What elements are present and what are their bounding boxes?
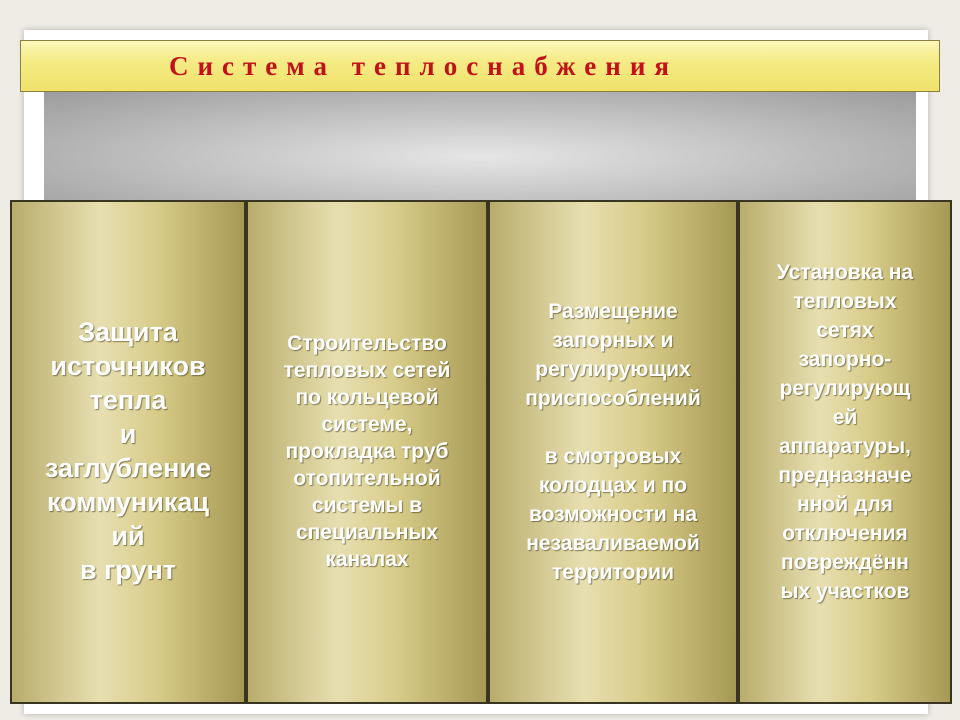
card-text: Строительство тепловых сетей по кольцевой системе, прокладка труб отопительной системы в специальных каналах [283, 331, 451, 571]
card-ring-network [246, 200, 488, 704]
slide-title: Система теплоснабжения [169, 50, 678, 81]
card-text: Размещение запорных и регулирующих приспособлений в смотровых колодцах и по возможности на незаваливаемой территории [525, 300, 701, 584]
card-source-protection [10, 200, 246, 704]
title-bar [20, 40, 940, 92]
card-text: Установка на тепловых сетях запорно- регулирующ ей аппаратуры, предназначе нной для отключения повреждённ ых участков [776, 261, 914, 603]
header-background-band [44, 92, 916, 200]
card-shutoff-equipment [738, 200, 952, 704]
card-valve-placement [488, 200, 738, 704]
card-text: Защита источников тепла и заглубление коммуникац ий в грунт [44, 317, 212, 585]
